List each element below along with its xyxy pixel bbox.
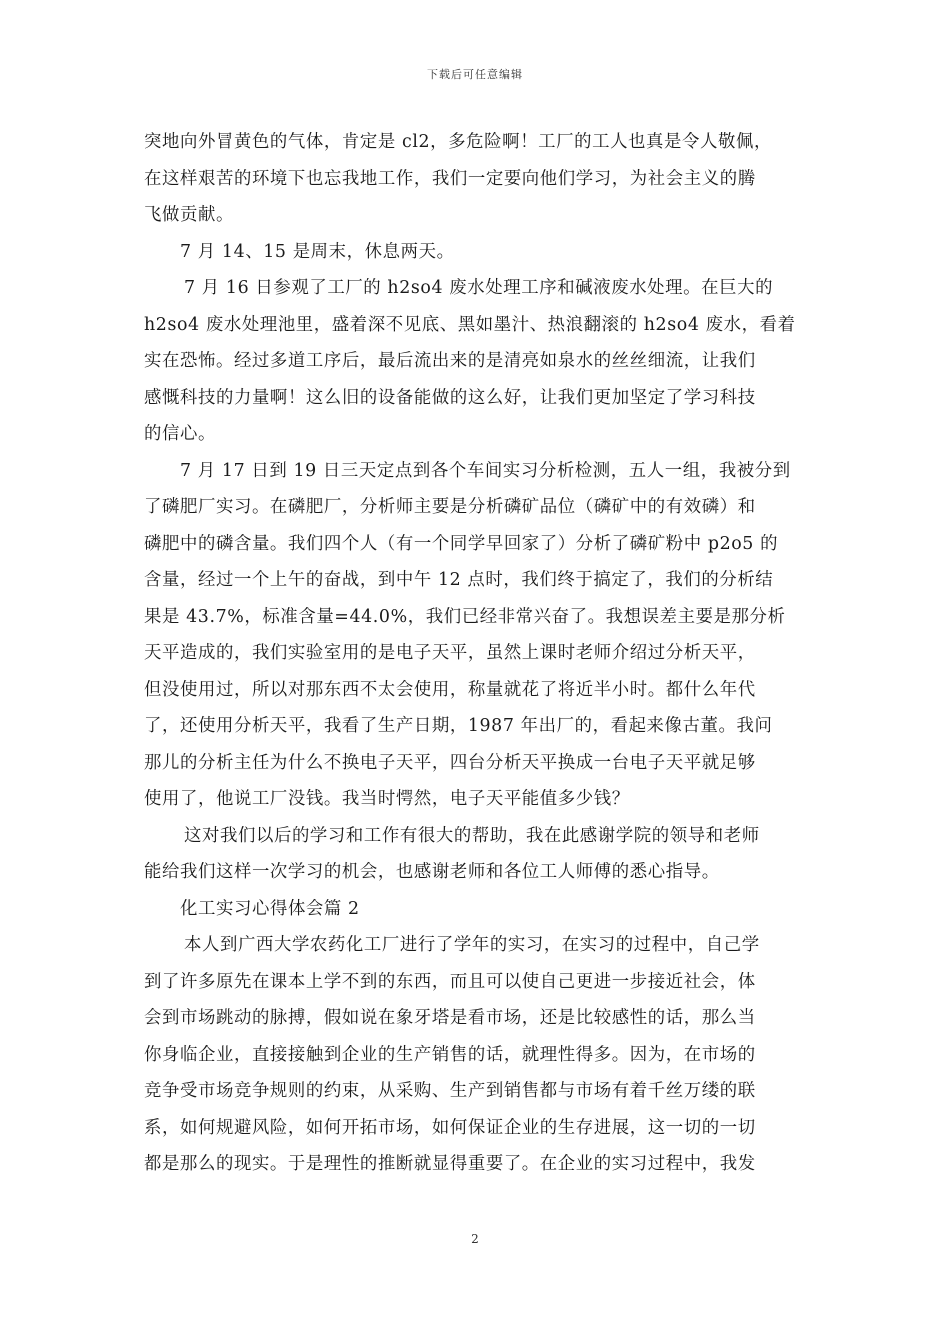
text-line: 本人到广西大学农药化工厂进行了学年的实习，在实习的过程中，自己学 [184, 935, 760, 955]
page-number: 2 [471, 1232, 479, 1246]
text-line: h2so4 废水处理池里，盛着深不见底、黑如墨汁、热浪翻滚的 h2so4 废水，看着 [144, 314, 796, 335]
document-body [144, 124, 808, 1183]
text-line: 但没使用过，所以对那东西不太会使用，称量就花了将近半小时。都什么年代 [144, 679, 756, 700]
text-line: 7 月 14、15 是周末，休息两天。 [180, 241, 455, 262]
text-line: 了磷肥厂实习。在磷肥厂，分析师主要是分析磷矿品位（磷矿中的有效磷）和 [144, 497, 756, 517]
text-line: 磷肥中的磷含量。我们四个人（有一个同学早回家了）分析了磷矿粉中 p2o5 的 [144, 533, 779, 554]
text-line: 竞争受市场竞争规则的约束，从采购、生产到销售都与市场有着千丝万缕的联 [144, 1081, 756, 1101]
text-line: 在这样艰苦的环境下也忘我地工作，我们一定要向他们学习，为社会主义的腾 [144, 168, 756, 189]
text-line: 飞做贡献。 [144, 205, 234, 225]
text-line: 7 月 16 日参观了工厂的 h2so4 废水处理工序和碱液废水处理。在巨大的 [184, 278, 774, 298]
text-line: 了，还使用分析天平，我看了生产日期，1987 年出厂的，看起来像古董。我问 [144, 716, 773, 736]
text-line: 能给我们这样一次学习的机会，也感谢老师和各位工人师傅的悉心指导。 [144, 862, 720, 882]
text-line: 到了许多原先在课本上学不到的东西，而且可以使自己更进一步接近社会，体 [144, 971, 756, 992]
page-header: 下载后可任意编辑 [427, 68, 523, 81]
text-line: 那儿的分析主任为什么不换电子天平，四台分析天平换成一台电子天平就足够 [144, 752, 756, 773]
text-line: 这对我们以后的学习和工作有很大的帮助，我在此感谢学院的领导和老师 [184, 825, 760, 846]
text-line: 的信心。 [144, 424, 216, 444]
text-line: 感慨科技的力量啊！这么旧的设备能做的这么好，让我们更加坚定了学习科技 [144, 387, 756, 408]
text-line: 7 月 17 日到 19 日三天定点到各个车间实习分析检测，五人一组，我被分到 [180, 460, 791, 481]
text-line: 会到市场跳动的脉搏，假如说在象牙塔是看市场，还是比较感性的话，那么当 [144, 1008, 756, 1028]
text-line: 你身临企业，直接接触到企业的生产销售的话，就理性得多。因为，在市场的 [144, 1044, 756, 1065]
text-line: 突地向外冒黄色的气体，肯定是 cl2，多危险啊！工厂的工人也真是令人敬佩， [144, 132, 772, 152]
text-line: 都是那么的现实。于是理性的推断就显得重要了。在企业的实习过程中，我发 [144, 1154, 756, 1174]
section-heading: 化工实习心得体会篇 2 [180, 898, 360, 919]
text-line: 果是 43.7%，标准含量=44.0%，我们已经非常兴奋了。我想误差主要是那分析 [144, 606, 786, 627]
text-line: 含量，经过一个上午的奋战，到中午 12 点时，我们终于搞定了，我们的分析结 [144, 570, 774, 590]
text-line: 天平造成的，我们实验室用的是电子天平，虽然上课时老师介绍过分析天平， [144, 643, 756, 663]
text-line: 实在恐怖。经过多道工序后，最后流出来的是清亮如泉水的丝丝细流，让我们 [144, 351, 756, 371]
text-line: 使用了，他说工厂没钱。我当时愕然，电子天平能值多少钱？ [144, 789, 630, 809]
text-line: 系，如何规避风险，如何开拓市场，如何保证企业的生存进展，这一切的一切 [144, 1117, 756, 1138]
